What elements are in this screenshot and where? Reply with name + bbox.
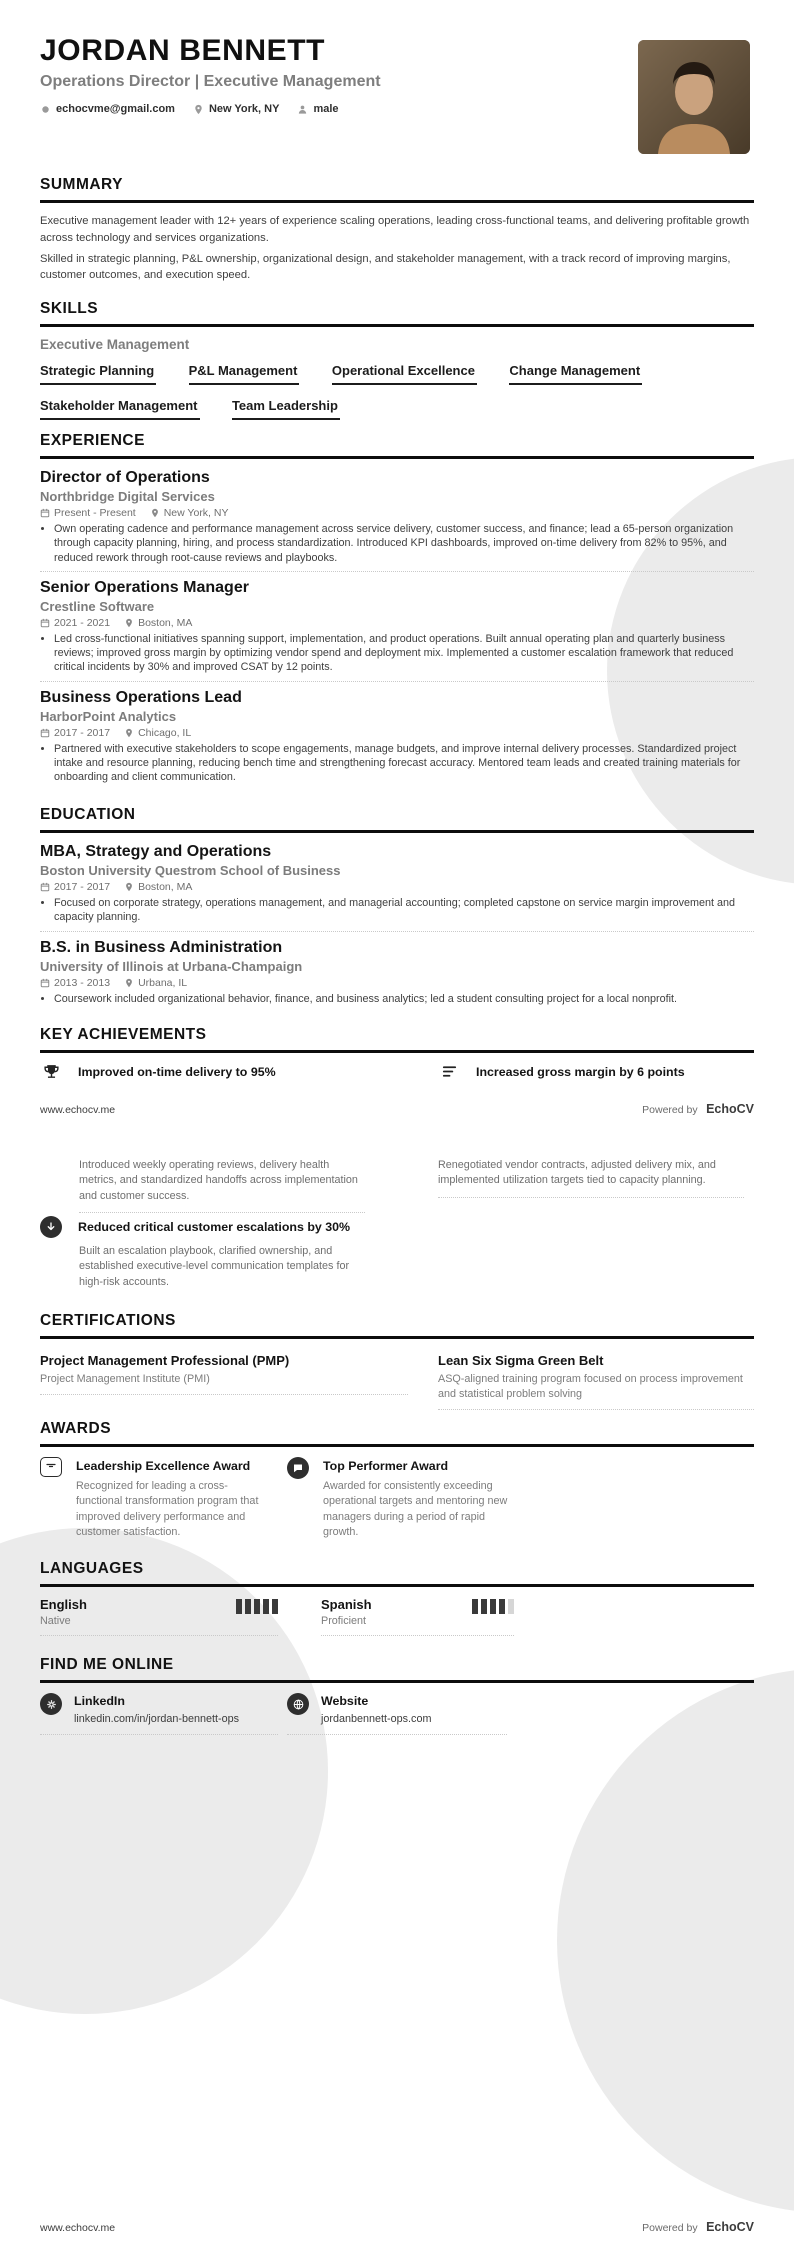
- location-pair: [124, 617, 192, 629]
- location-icon: [193, 104, 204, 115]
- job-title: Senior Operations Manager: [40, 578, 249, 596]
- award-body: Awarded for consistently exceeding operational targets and mentoring new managers during a period of rapid growth.: [323, 1480, 508, 1538]
- achievement-item: [438, 1063, 754, 1080]
- bullet: • Own operating cadence and performance management across service delivery, customer success, and finance; lead a 65-person organization through capacity planning, hiring, and process standardization. Introduced KPI dashboards, improved on-time delivery from 82% to 95%, and reduced rework through root-cause reviews and playbooks.: [54, 522, 754, 565]
- summary-heading: SUMMARY: [40, 176, 754, 203]
- experience-entry: [40, 469, 754, 572]
- achievement-item: [40, 1063, 438, 1080]
- gear-icon: [40, 1693, 62, 1715]
- certifications-heading: CERTIFICATIONS: [40, 1312, 754, 1339]
- online-heading: FIND ME ONLINE: [40, 1656, 754, 1683]
- powered-by: [642, 2218, 754, 2236]
- online-label: Website: [321, 1694, 369, 1708]
- language-level-bars: [233, 1599, 278, 1614]
- awards-heading: AWARDS: [40, 1420, 754, 1447]
- location-icon: [124, 882, 134, 892]
- level-bar: [472, 1599, 478, 1614]
- location-pair: [124, 727, 191, 739]
- location: Boston, MA: [138, 616, 193, 629]
- certification-issuer: ASQ-aligned training program focused on process improvement and statistical problem solving: [438, 1372, 754, 1410]
- calendar-icon: [40, 882, 50, 892]
- contact-location: [193, 103, 280, 115]
- powered-by: [642, 1100, 754, 1118]
- skill-item: Change Management: [509, 363, 642, 385]
- online-label: LinkedIn: [74, 1694, 125, 1708]
- bullet: • Partnered with executive stakeholders to scope engagements, manage budgets, and improve internal delivery processes. Standardized project intake and resource planning, reducing bench time and strengthening forecast accuracy. Mentored team leads and created training materials for onboarding and client communication.: [54, 742, 754, 785]
- achievements-heading: KEY ACHIEVEMENTS: [40, 1026, 754, 1053]
- achievement-item: [40, 1216, 400, 1290]
- location: Boston, MA: [138, 881, 193, 893]
- entry-meta: [40, 977, 754, 989]
- award-item: [40, 1457, 287, 1540]
- achievement-title: Improved on-time delivery to 95%: [78, 1064, 276, 1079]
- entry-meta: [40, 881, 754, 893]
- candidate-title: Operations Director | Executive Management: [40, 73, 381, 90]
- entry-meta: [40, 507, 754, 519]
- level-bar: [481, 1599, 487, 1614]
- school-name: Boston University Questrom School of Business: [40, 863, 341, 878]
- trophy-icon: [40, 1063, 62, 1080]
- contact-email: [40, 103, 175, 115]
- skills-heading: SKILLS: [40, 300, 754, 327]
- achievement-body: Built an escalation playbook, clarified ownership, and established executive-level communication templates for high-risk accounts.: [79, 1245, 350, 1288]
- level-bar: [272, 1599, 278, 1614]
- language-item: [40, 1597, 278, 1636]
- date-range: 2017 - 2017: [54, 881, 111, 893]
- page-footer: [40, 1100, 754, 1118]
- date-range: Present - Present: [54, 507, 136, 519]
- award-item: [287, 1457, 534, 1540]
- date-pair: [40, 727, 110, 739]
- location-pair: [124, 977, 187, 989]
- experience-section: [40, 432, 754, 797]
- location: Urbana, IL: [138, 976, 188, 989]
- certification-item: [40, 1349, 438, 1410]
- profile-photo: [638, 40, 750, 154]
- calendar-icon: [40, 508, 50, 518]
- bullet-list: [40, 742, 754, 785]
- summary-section: [40, 176, 754, 288]
- degree-title: MBA, Strategy and Operations: [40, 843, 272, 860]
- dot-icon: [40, 104, 51, 115]
- calendar-icon: [40, 728, 50, 738]
- language-level-label: Native: [40, 1615, 71, 1627]
- location-icon: [124, 728, 134, 738]
- bullet: • Focused on corporate strategy, operations management, and managerial accounting; completed capstone on service margin improvement and capacity planning.: [54, 896, 754, 925]
- date-pair: [40, 977, 110, 989]
- achievements-row: [40, 1063, 754, 1080]
- location: New York, NY: [163, 507, 229, 519]
- school-name: University of Illinois at Urbana-Champaign: [40, 958, 303, 974]
- language-level-label: Proficient: [321, 1615, 367, 1627]
- achievements-section: [40, 1026, 754, 1080]
- skill-item: Operational Excellence: [332, 363, 477, 385]
- decorative-circle: [557, 1668, 794, 2213]
- online-item-linkedin: [40, 1693, 278, 1735]
- languages-section: [40, 1560, 754, 1636]
- experience-entry: [40, 579, 754, 682]
- language-level-bars: [469, 1599, 514, 1614]
- online-item-website: [287, 1693, 507, 1735]
- entry-meta: [40, 617, 754, 629]
- certifications-section: [40, 1312, 754, 1410]
- location: Chicago, IL: [138, 726, 192, 739]
- linkedin-url[interactable]: linkedin.com/in/jordan-bennett-ops: [74, 1713, 240, 1725]
- location-icon: [150, 508, 160, 518]
- achievement-body: Introduced weekly operating reviews, delivery health metrics, and standardized handoffs across implementation and customer success.: [79, 1158, 365, 1213]
- skill-item: P&L Management: [189, 363, 300, 385]
- language-name: Spanish: [321, 1597, 372, 1612]
- contact-gender: [297, 103, 338, 115]
- skill-item: Stakeholder Management: [40, 398, 200, 420]
- achievement-body: Renegotiated vendor contracts, adjusted delivery mix, and implemented utilization targets tied to capacity planning.: [438, 1158, 744, 1198]
- powered-by-label: Powered by: [642, 1104, 698, 1116]
- award-body: Recognized for leading a cross-functional transformation program that improved delivery performance and customer satisfaction.: [76, 1480, 259, 1538]
- award-title: Leadership Excellence Award: [76, 1459, 251, 1473]
- summary-paragraph: Skilled in strategic planning, P&L ownership, organizational design, and stakeholder management, with a track record of improving margins, customer outcomes, and execution speed.: [40, 252, 731, 282]
- page-footer: [40, 2218, 754, 2236]
- powered-by-label: Powered by: [642, 2222, 698, 2234]
- certification-issuer: Project Management Institute (PMI): [40, 1372, 408, 1395]
- level-bar: [490, 1599, 496, 1614]
- location-text: New York, NY: [208, 103, 280, 115]
- company-name: HarborPoint Analytics: [40, 708, 177, 724]
- speech-bubble-icon: [287, 1457, 309, 1479]
- level-bar: [254, 1599, 260, 1614]
- skills-list: [40, 362, 754, 432]
- language-item: [321, 1597, 514, 1636]
- date-range: 2017 - 2017: [54, 726, 111, 739]
- achievement-title: Reduced critical customer escalations by 30%: [78, 1220, 351, 1234]
- awards-section: [40, 1420, 754, 1540]
- level-bar: [236, 1599, 242, 1614]
- level-bar: [263, 1599, 269, 1614]
- skill-item: Strategic Planning: [40, 363, 156, 385]
- gender-text: male: [313, 103, 339, 115]
- calendar-icon: [40, 978, 50, 988]
- online-section: [40, 1656, 754, 1735]
- candidate-name: JORDAN BENNETT: [40, 34, 326, 67]
- achievement-title: Increased gross margin by 6 points: [476, 1064, 685, 1079]
- job-title: Business Operations Lead: [40, 688, 242, 706]
- education-section: [40, 806, 754, 1019]
- date-range: 2021 - 2021: [54, 616, 111, 629]
- language-name: English: [40, 1597, 87, 1612]
- down-arrow-icon: [40, 1216, 62, 1238]
- brand-link[interactable]: EchoCV: [706, 2220, 754, 2234]
- company-name: Northbridge Digital Services: [40, 489, 215, 504]
- education-entry: [40, 939, 754, 1012]
- experience-entry: [40, 689, 754, 791]
- date-pair: [40, 881, 110, 893]
- education-entry: [40, 843, 754, 932]
- location-pair: [124, 881, 192, 893]
- skill-item: Team Leadership: [232, 398, 340, 420]
- level-bar: [508, 1599, 514, 1614]
- bullet-list: [40, 992, 754, 1006]
- summary-paragraph: Executive management leader with 12+ years of experience scaling operations, leading cross-functional teams, and delivering profitable growth across technology and services organizations.: [40, 215, 750, 244]
- location-icon: [124, 978, 134, 988]
- certification-item: [438, 1349, 754, 1410]
- education-heading: EDUCATION: [40, 806, 754, 833]
- bullet: • Led cross-functional initiatives spanning support, implementation, and product operations. Built annual operating plan and quarterly business reviews; improved gross margin by optimizing vendor spend and deployment mix. Implemented a customer escalation framework that reduced critical incidents by 30% and improved CSAT by 12 points.: [54, 632, 754, 675]
- location-icon: [124, 618, 134, 628]
- certification-name: Project Management Professional (PMP): [40, 1353, 290, 1368]
- globe-icon: [287, 1693, 309, 1715]
- date-pair: [40, 617, 110, 629]
- date-range: 2013 - 2013: [54, 976, 111, 989]
- entry-meta: [40, 727, 754, 739]
- level-bar: [245, 1599, 251, 1614]
- brand-link[interactable]: EchoCV: [706, 1102, 754, 1116]
- degree-title: B.S. in Business Administration: [40, 938, 283, 956]
- certification-name: Lean Six Sigma Green Belt: [438, 1353, 604, 1368]
- website-url[interactable]: jordanbennett-ops.com: [321, 1713, 432, 1725]
- bullet-list: [40, 896, 754, 925]
- languages-heading: LANGUAGES: [40, 1560, 754, 1587]
- date-pair: [40, 507, 136, 519]
- award-box-icon: [40, 1457, 62, 1477]
- company-name: Crestline Software: [40, 598, 155, 614]
- bullet-list: [40, 632, 754, 675]
- footer-site-link[interactable]: www.echocv.me: [40, 2222, 116, 2234]
- experience-heading: EXPERIENCE: [40, 432, 754, 459]
- location-pair: [150, 507, 229, 519]
- person-icon: [297, 104, 308, 115]
- bullet: • Coursework included organizational behavior, finance, and business analytics; led a student consulting project for a local nonprofit.: [54, 992, 754, 1006]
- email-text: echocvme@gmail.com: [56, 103, 175, 115]
- calendar-icon: [40, 618, 50, 628]
- footer-site-link[interactable]: www.echocv.me: [40, 1104, 116, 1116]
- level-bar: [499, 1599, 505, 1614]
- chart-lines-icon: [438, 1063, 460, 1080]
- award-title: Top Performer Award: [323, 1459, 449, 1473]
- skills-section: [40, 300, 754, 432]
- bullet-list: [40, 522, 754, 565]
- job-title: Director of Operations: [40, 469, 210, 486]
- skills-group-label: Executive Management: [40, 337, 190, 352]
